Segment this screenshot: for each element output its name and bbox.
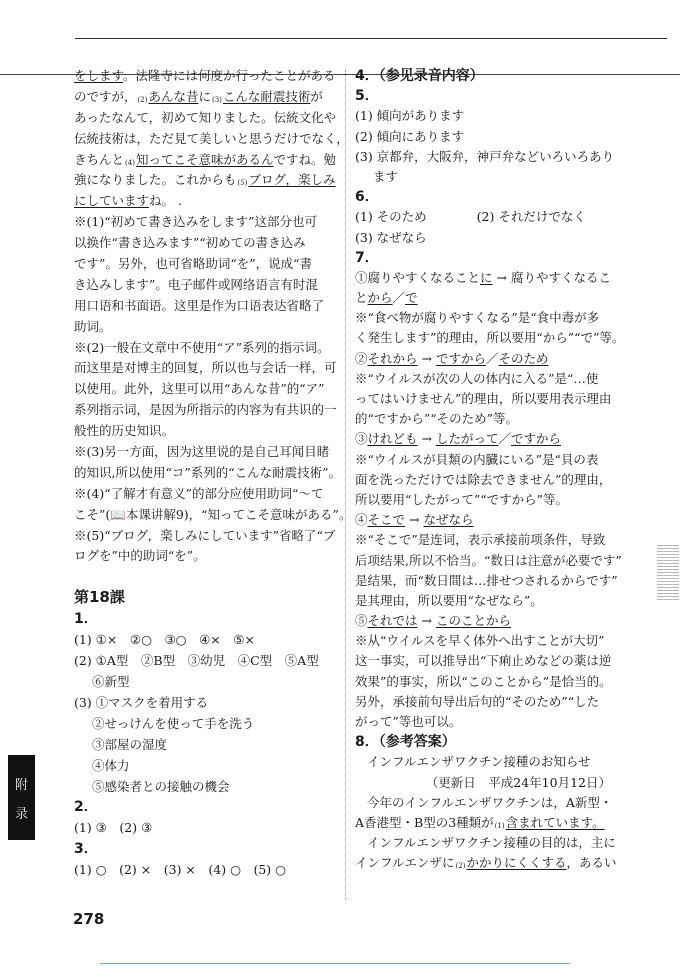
text-line	[74, 87, 342, 108]
text-segment: ※“ウイルスが次の人の体内に入る”是“…使	[355, 370, 599, 386]
text-line	[355, 369, 617, 389]
text-segment: ※(2)一般在文章中不使用“ア”系列的指示词。	[74, 339, 330, 355]
section-number: 3．	[74, 841, 98, 858]
text-segment: 这一事实，可以推导出“下痢止めなどの薬は逆	[355, 653, 612, 669]
text-line	[74, 233, 342, 254]
text-segment: と	[355, 290, 368, 306]
section-number: 7．	[355, 249, 379, 266]
text-segment: (1) ①× ②○ ③○ ④× ⑤×	[74, 632, 255, 648]
footnote-marker: (4)	[125, 158, 135, 167]
text-line	[355, 228, 617, 248]
text-line	[355, 490, 617, 510]
text-line	[355, 328, 625, 348]
text-line	[74, 651, 342, 672]
text-segment: 用口语和书面语。这里是作为口语表达省略了	[74, 297, 325, 313]
text-line	[74, 108, 342, 129]
underlined-answer: をします	[74, 68, 124, 83]
text-line	[355, 207, 617, 227]
text-line	[355, 389, 617, 409]
text-segment: に	[198, 88, 211, 104]
text-segment: → 腐りやすくなるこ	[492, 269, 611, 285]
text-segment: ※(4)“了解才有意义”的部分应使用助词“～て	[74, 485, 324, 501]
text-segment: →	[405, 512, 424, 528]
text-line	[74, 526, 342, 547]
text-segment: インフルエンザに	[355, 855, 455, 871]
underlined-answer: このことから	[435, 613, 511, 629]
appendix-side-tab	[8, 755, 35, 840]
left-column	[74, 66, 352, 881]
text-segment: 伝統技術は，ただ見て美しいと思うだけでなく，	[74, 130, 349, 146]
text-segment: ①腐りやすくなること	[355, 269, 481, 285]
text-segment: きちんと	[74, 151, 125, 167]
text-line: ④体力	[92, 757, 130, 773]
text-segment: ②	[355, 350, 368, 366]
underlined-answer: にしています	[74, 193, 150, 209]
text-line: インフルエンザワクチン接種の目的は，主に	[367, 835, 616, 851]
text-segment: (3) なぜなら	[355, 229, 427, 245]
text-line	[74, 379, 342, 400]
text-line	[74, 442, 342, 463]
text-segment: 強になりました。これからも	[74, 172, 237, 188]
text-line	[74, 296, 342, 317]
text-line	[355, 631, 617, 651]
text-segment: →	[417, 431, 436, 447]
text-line	[74, 338, 342, 359]
text-line: （更新日 平成24年10月12日）	[425, 774, 611, 790]
text-line	[355, 106, 617, 126]
footnote-marker: (1)	[494, 821, 505, 830]
text-line	[355, 571, 617, 591]
text-segment: ※“そこで”是连词，表示承接前项条件，导致	[355, 532, 606, 548]
underlined-answer: ですから	[435, 350, 486, 366]
column-divider	[345, 70, 346, 900]
text-segment: 是其理由，所以要用“なぜなら”。	[355, 592, 543, 608]
text-segment: 是结果，而“数日間は…排せつされるからです”	[355, 572, 618, 588]
section-number: 2．	[74, 799, 98, 816]
text-line	[355, 308, 617, 328]
text-segment: ※“ウイルスが貝類の内臓にいる”是“貝の表	[355, 451, 599, 467]
text-line	[74, 317, 342, 338]
text-segment: が	[310, 88, 323, 104]
footnote-marker: (2)	[455, 862, 466, 871]
text-segment: 的知识,所以使用“コ”系列的“こんな耐震技術”。	[74, 464, 342, 480]
section-number: 5．	[355, 88, 379, 105]
text-segment: →	[417, 613, 436, 629]
text-segment: ，あるい	[566, 855, 617, 871]
text-segment: A香港型・B型の3種類が	[355, 814, 494, 830]
text-line	[355, 672, 617, 692]
underlined-answer: けれども	[367, 431, 418, 447]
text-line	[74, 400, 342, 421]
header-rule	[75, 38, 667, 39]
text-segment: こそ”(📖本课讲解9)，“知ってこそ意味がある”。	[74, 506, 352, 522]
section-number: 6．	[355, 189, 379, 206]
text-line	[355, 530, 617, 550]
text-line: ②せっけんを使って手を洗う	[92, 715, 255, 731]
text-segment: ④	[355, 512, 368, 528]
spacer	[74, 567, 342, 585]
text-line	[355, 692, 617, 712]
text-segment: あったなんて，初めて知りました。伝統文化や	[74, 109, 337, 125]
text-line	[355, 127, 617, 147]
text-segment: (1) ○ (2) × (3) × (4) ○ (5) ○	[74, 862, 287, 878]
text-line	[355, 853, 617, 873]
text-line	[74, 129, 349, 150]
section-number: 1．	[74, 611, 98, 628]
text-line	[355, 813, 617, 833]
text-line: ③部屋の湿度	[92, 736, 168, 752]
text-line	[74, 212, 342, 233]
text-line	[74, 358, 342, 379]
text-line	[355, 268, 617, 288]
underlined-answer: ですから	[510, 431, 561, 447]
text-segment: ※从“ウイルスを早く体外へ出すことが大切”	[355, 633, 605, 649]
text-line	[74, 860, 342, 881]
text-segment: 后项结果,所以不恰当。“数日は注意が必要です”	[355, 552, 622, 568]
underlined-answer: かかりにくくする	[466, 855, 567, 871]
text-line	[74, 66, 342, 87]
text-segment: ／	[392, 290, 406, 306]
text-line	[355, 611, 617, 631]
underlined-answer: あんな昔	[148, 88, 199, 104]
text-segment: 以换作“書き込みます”“初めての書き込み	[74, 235, 306, 251]
footnote-marker: (2)	[137, 95, 148, 104]
text-segment: (1) そのため (2) それだけでなく	[355, 209, 586, 225]
text-line	[74, 254, 342, 275]
text-segment: 般性的历史知识。	[74, 423, 175, 439]
text-segment: ってはいけません”的理由，所以要用表示理由	[355, 391, 612, 406]
text-segment: 系列指示词，是因为所指示的内容为有共识的一	[74, 402, 337, 418]
text-segment: ⑤	[355, 613, 368, 629]
text-segment: がって”等也可以。	[355, 714, 462, 729]
underlined-answer: 知ってこそ意味があるん	[135, 151, 274, 167]
text-line: 今年のインフルエンザワクチンは，A新型・	[367, 794, 613, 810]
text-line	[74, 421, 342, 442]
text-line: ⑥新型	[92, 674, 130, 690]
underlined-answer: そのため	[498, 350, 549, 366]
text-line	[74, 275, 342, 296]
underlined-answer: から	[367, 290, 393, 306]
footer-rule	[100, 963, 570, 964]
text-segment: (1) 傾向があります	[355, 108, 465, 124]
section-number: 4．（参见录音内容）	[355, 68, 484, 84]
text-segment: ※(1)“初めて書き込みをします”这部分也可	[74, 214, 317, 230]
underlined-answer: なぜなら	[423, 512, 474, 528]
text-line	[355, 450, 617, 470]
section-number: 8．（参考答案）	[355, 734, 456, 751]
text-line: ⑤感染者との接触の機会	[92, 778, 230, 794]
text-line	[74, 484, 342, 505]
text-segment: (3) ①マスクを着用する	[74, 694, 209, 710]
text-segment: 另外，承接前句导出后句的“そのため”“した	[355, 693, 600, 709]
underlined-answer: それから	[367, 350, 418, 366]
text-line	[74, 630, 342, 651]
lesson-heading: 第18課	[74, 588, 125, 607]
text-line	[355, 651, 617, 671]
text-segment: (2) ①A型 ②B型 ③幼児 ④C型 ⑤A型	[74, 653, 319, 669]
text-segment: く発生します”的理由，所以要用“から”“で”等。	[355, 330, 625, 346]
underlined-answer: で	[405, 290, 418, 306]
underlined-answer: 含まれています。	[505, 814, 605, 830]
text-segment: 而这里是对博主的回复，所以也与会话一样，可	[74, 360, 337, 376]
text-segment: ね。 .	[149, 193, 182, 209]
text-segment: です”。另外，也可省略助词“を”，说成“書	[74, 256, 313, 272]
text-segment: き込みします”。电子邮件或网络语言有时混	[74, 276, 318, 292]
text-line	[355, 510, 617, 530]
text-segment: ログを”中的助词“を”。	[74, 548, 206, 564]
text-line	[74, 546, 342, 567]
text-line	[355, 712, 617, 732]
text-line	[355, 429, 617, 449]
side-tab-char: 附	[14, 777, 28, 793]
text-segment: ※(5)“ブログ，楽しみにしています”省略了“ブ	[74, 527, 336, 543]
text-line	[355, 409, 617, 429]
page-edge-marks	[657, 545, 679, 600]
text-line	[74, 463, 342, 484]
right-column	[355, 66, 625, 874]
underlined-answer: したがって	[435, 431, 499, 447]
text-line	[355, 591, 617, 611]
underlined-answer: それでは	[367, 613, 418, 629]
underlined-answer: に	[480, 269, 493, 285]
text-line	[74, 191, 342, 212]
text-segment: ／	[498, 431, 511, 447]
page-number: 278	[73, 910, 105, 928]
text-segment: 。法隆寺には何度か行ったことがある	[123, 68, 336, 83]
text-line	[355, 147, 617, 167]
text-segment: (1) ③ (2) ③	[74, 820, 153, 836]
text-line	[355, 470, 617, 490]
text-segment: ※(3)另一方面，因为这里说的是自己耳闻目睹	[74, 444, 330, 460]
text-segment: ／	[485, 350, 499, 366]
underlined-answer: そこで	[367, 512, 406, 528]
text-segment: 面を洗っただけでは除去できません”的理由，	[355, 471, 612, 487]
text-segment: ※“食べ物が腐りやすくなる”是“食中毒が多	[355, 310, 600, 326]
text-line	[74, 693, 342, 714]
text-segment: ですね。勉	[273, 151, 336, 167]
text-line	[355, 288, 617, 308]
text-line: ます	[373, 168, 399, 184]
underlined-answer: こんな耐震技術	[222, 88, 311, 104]
text-segment: →	[417, 350, 436, 366]
text-segment: 所以要用“したがって”“ですから”等。	[355, 491, 569, 507]
text-segment: ③	[355, 431, 368, 447]
text-segment: 以使用。此外，这里可以用“あんな昔”的“ア”	[74, 381, 325, 397]
footnote-marker: (5)	[237, 179, 248, 188]
text-segment: (3) 京都弁，大阪弁，神戸弁などいろいろあり	[355, 148, 615, 164]
text-segment: 的“ですから”“そのため”等。	[355, 411, 519, 427]
side-tab-char: 录	[14, 806, 28, 822]
underlined-answer: ブログ，楽しみ	[248, 172, 336, 188]
text-segment: (2) 傾向にあります	[355, 128, 465, 144]
text-line	[355, 551, 622, 571]
text-segment: 效果”的事实，所以“このことから”是恰当的。	[355, 673, 612, 689]
text-line	[74, 170, 342, 191]
text-line	[74, 505, 352, 526]
text-line	[74, 818, 342, 839]
text-line: インフルエンザワクチン接種のお知らせ	[367, 754, 591, 770]
text-line	[355, 349, 617, 369]
text-line	[74, 150, 342, 171]
footnote-marker: (3)	[211, 95, 222, 104]
text-segment: 助词。	[74, 318, 112, 334]
text-segment: のですが，	[74, 88, 137, 104]
